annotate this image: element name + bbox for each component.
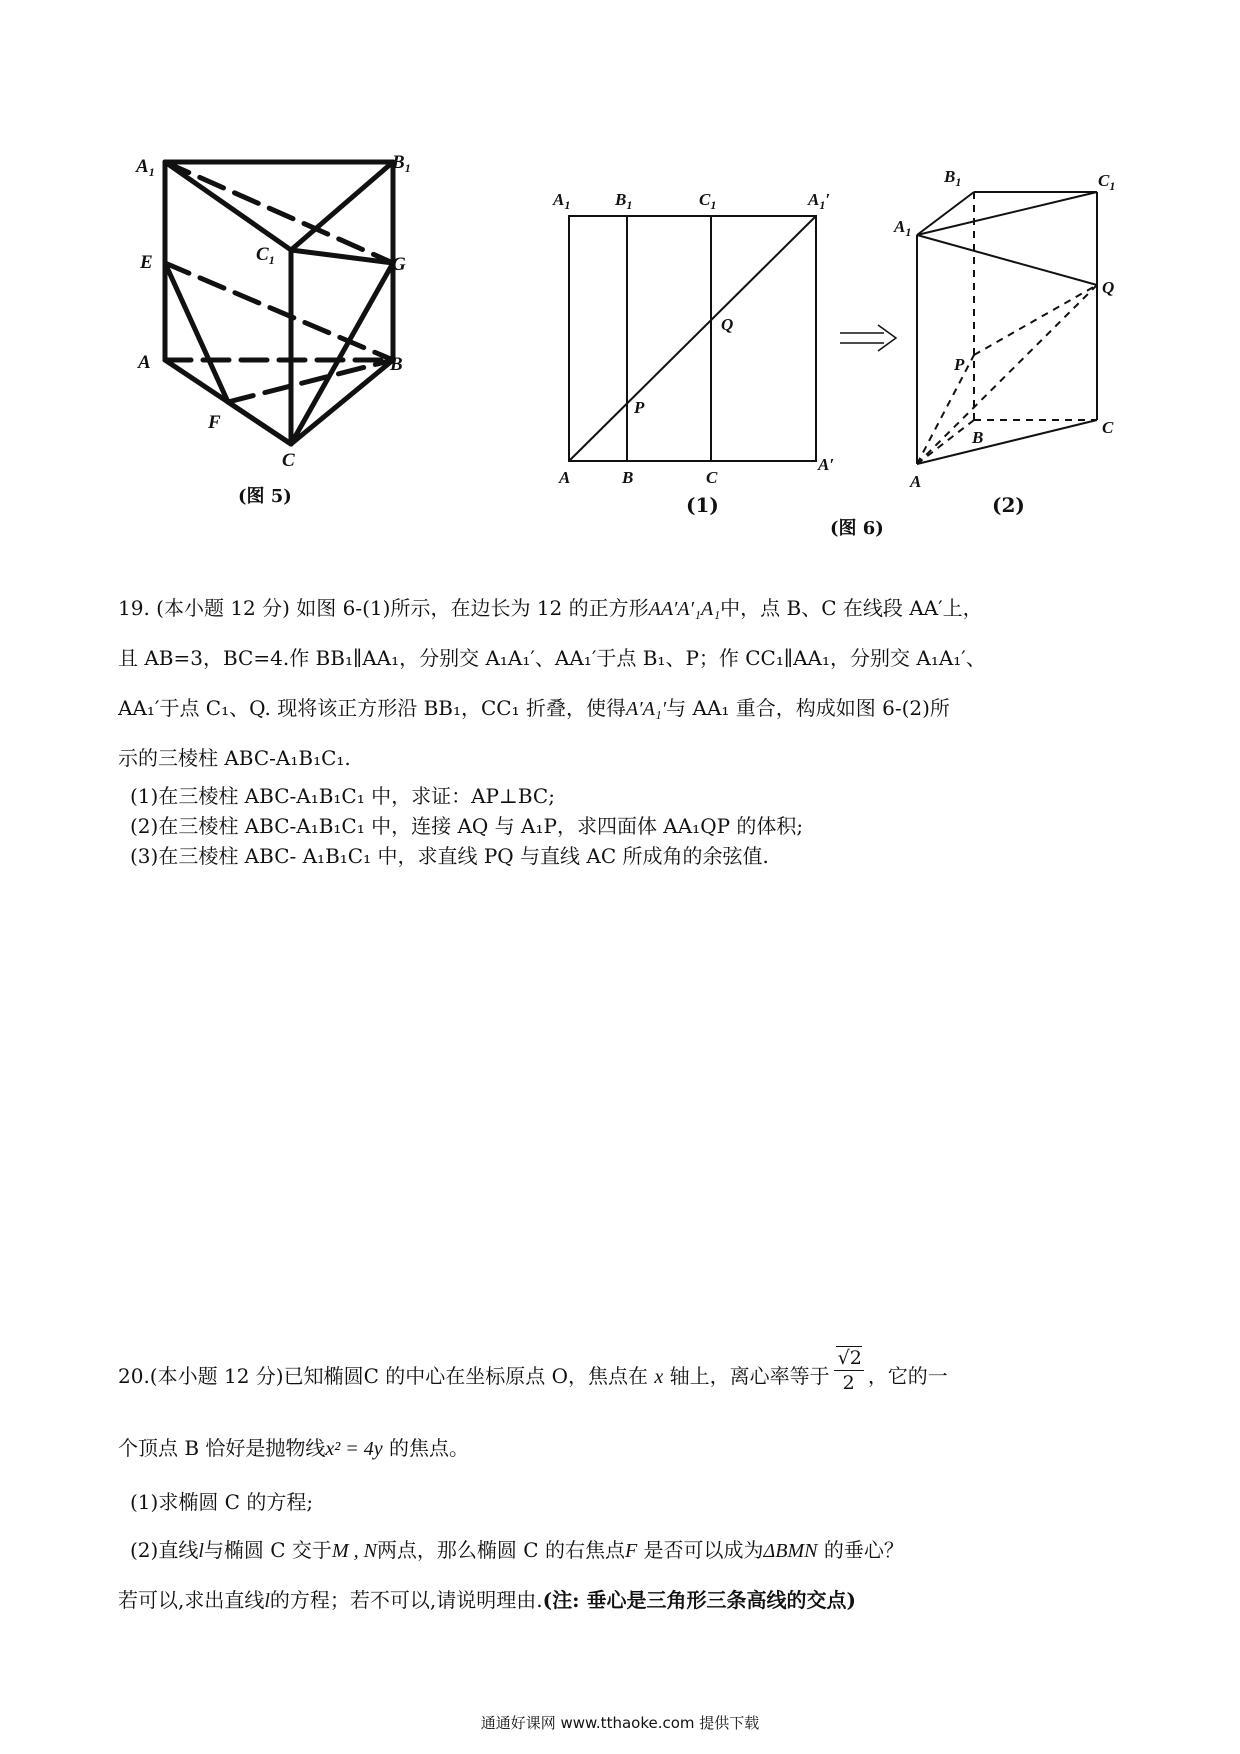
q20-part-1: (1)求椭圆 C 的方程; — [130, 1490, 314, 1514]
q19-square-name: AA′A′₁A₁ — [648, 598, 721, 620]
question-20 — [118, 1347, 1128, 1680]
q20-x-var: x — [654, 1366, 664, 1388]
parabola-equation: x² = 4y — [325, 1438, 383, 1460]
q19-text: 19. (本小题 12 分) 如图 6-(1)所示，在边长为 12 的正方形 — [118, 596, 649, 620]
svg-text:C1: $C_1$ — [256, 244, 275, 267]
eccentricity-fraction — [834, 1346, 864, 1395]
figure-6-part2-labels — [893, 167, 1115, 517]
figure-6-square — [569, 216, 816, 461]
figures-area — [0, 0, 1240, 560]
q19-part-2: (2)在三棱柱 ABC-A₁B₁C₁ 中，连接 AQ 与 A₁P，求四面体 AA₁QP 的体积; — [130, 814, 804, 838]
q20-text-e: 的焦点。 — [389, 1436, 470, 1460]
q20-text-b: 轴上，离心率等于 — [669, 1364, 830, 1388]
svg-text:Q: Q — [721, 315, 734, 334]
q20-p2-text-a: (2)直线 — [130, 1538, 199, 1562]
svg-text:A: A — [910, 472, 922, 491]
q19-part-3: (3)在三棱柱 ABC- A₁B₁C₁ 中，求直线 PQ 与直线 AC 所成角的余弦值. — [130, 844, 769, 868]
fold-arrow-icon — [840, 325, 896, 351]
q20-text-c: ，它的一 — [867, 1364, 948, 1388]
svg-text:G: G — [392, 254, 406, 275]
q20-text-a: 20.(本小题 12 分)已知椭圆C 的中心在坐标原点 O，焦点在 — [118, 1364, 648, 1388]
svg-text:B1: $B_1$ — [944, 167, 962, 189]
svg-text:(2): (2) — [992, 493, 1025, 517]
svg-text:A: A — [559, 468, 571, 487]
svg-text:P: P — [634, 398, 645, 417]
svg-text:A′: A′ — [818, 455, 835, 474]
svg-text:C: C — [1102, 418, 1114, 437]
q19-line-1 — [118, 592, 983, 621]
svg-text:P: P — [954, 355, 965, 374]
line-l-var-2: l — [264, 1590, 270, 1612]
fraction-denominator: 2 — [842, 1372, 855, 1394]
q20-p3-text-b: 的方程；若不可以,请说明理由. — [269, 1588, 543, 1612]
orthocenter-note: (注: 垂心是三角形三条高线的交点) — [542, 1588, 856, 1612]
q20-line-1 — [118, 1347, 948, 1395]
q19-line-4: 示的三棱柱 ABC-A₁B₁C₁. — [118, 746, 351, 770]
svg-text:(图 5): (图 5) — [238, 486, 292, 507]
fraction-numerator: √2 — [837, 1347, 862, 1369]
q20-p2-text-d: 是否可以成为 — [643, 1538, 764, 1562]
question-19 — [118, 592, 1128, 882]
q20-line-2 — [118, 1432, 469, 1461]
svg-text:B1: $B_1$ — [615, 190, 633, 212]
svg-text:B1: $B_1$ — [392, 152, 411, 175]
q19-part-1: (1)在三棱柱 ABC-A₁B₁C₁ 中，求证：AP⊥BC; — [130, 784, 555, 808]
q20-p2-text-c: 两点，那么椭圆 C 的右焦点 — [376, 1538, 625, 1562]
triangle-bmn: ΔBMN — [763, 1540, 818, 1562]
q19-text-b: 中，点 B、C 在线段 AA′上， — [720, 596, 983, 620]
svg-text:C: C — [706, 468, 718, 487]
footer-credit: 通通好课网 www.tthaoke.com 提供下载 — [480, 1714, 760, 1732]
svg-text:B: B — [972, 428, 984, 447]
q20-p2-text-b: 与椭圆 C 交于 — [203, 1538, 332, 1562]
figure-6-prism — [917, 192, 1097, 464]
q19-line-2: 且 AB=3，BC=4.作 BB₁∥AA₁，分别交 A₁A₁′、AA₁′于点 B₁、P；作 CC₁∥AA₁，分别交 A₁A₁′、 — [118, 646, 986, 670]
q20-part-2 — [130, 1534, 904, 1563]
svg-text:A1: $A_1$ — [553, 190, 571, 212]
svg-text:C1: $C_1$ — [1098, 171, 1116, 193]
svg-text:A1: $A_1$ — [894, 217, 912, 239]
q19-text-d: 与 AA₁ 重合，构成如图 6-(2)所 — [666, 696, 950, 720]
svg-text:A1′: $A_1'$ — [808, 190, 831, 212]
svg-text:C1: $C_1$ — [699, 190, 717, 212]
q20-p3-text-a: 若可以,求出直线 — [118, 1588, 265, 1612]
points-mn: M , N — [331, 1540, 377, 1562]
q19-line-3 — [118, 692, 950, 721]
svg-text:F: F — [208, 412, 221, 433]
figure-5-labels — [135, 152, 411, 507]
q20-p2-text-e: 的垂心？ — [823, 1538, 904, 1562]
svg-text:Q: Q — [1102, 278, 1115, 297]
q19-edge-name: A′A₁′ — [626, 698, 667, 720]
q20-line-3 — [118, 1584, 856, 1613]
focus-f-var: F — [624, 1540, 638, 1562]
svg-text:(1): (1) — [686, 493, 719, 517]
line-l-var: l — [198, 1540, 204, 1562]
svg-text:C: C — [282, 450, 295, 471]
q19-text-c: AA₁′于点 C₁、Q. 现将该正方形沿 BB₁，CC₁ 折叠，使得 — [118, 696, 626, 720]
svg-text:B: B — [390, 354, 403, 375]
svg-text:E: E — [140, 252, 153, 273]
svg-text:A: A — [138, 352, 151, 373]
figure-5-prism — [165, 162, 393, 444]
svg-text:B: B — [622, 468, 634, 487]
svg-text:A1: $A_1$ — [136, 156, 155, 179]
q20-text-d: 个顶点 B 恰好是抛物线 — [118, 1436, 326, 1460]
figure-6-caption: (图 6) — [830, 518, 884, 539]
